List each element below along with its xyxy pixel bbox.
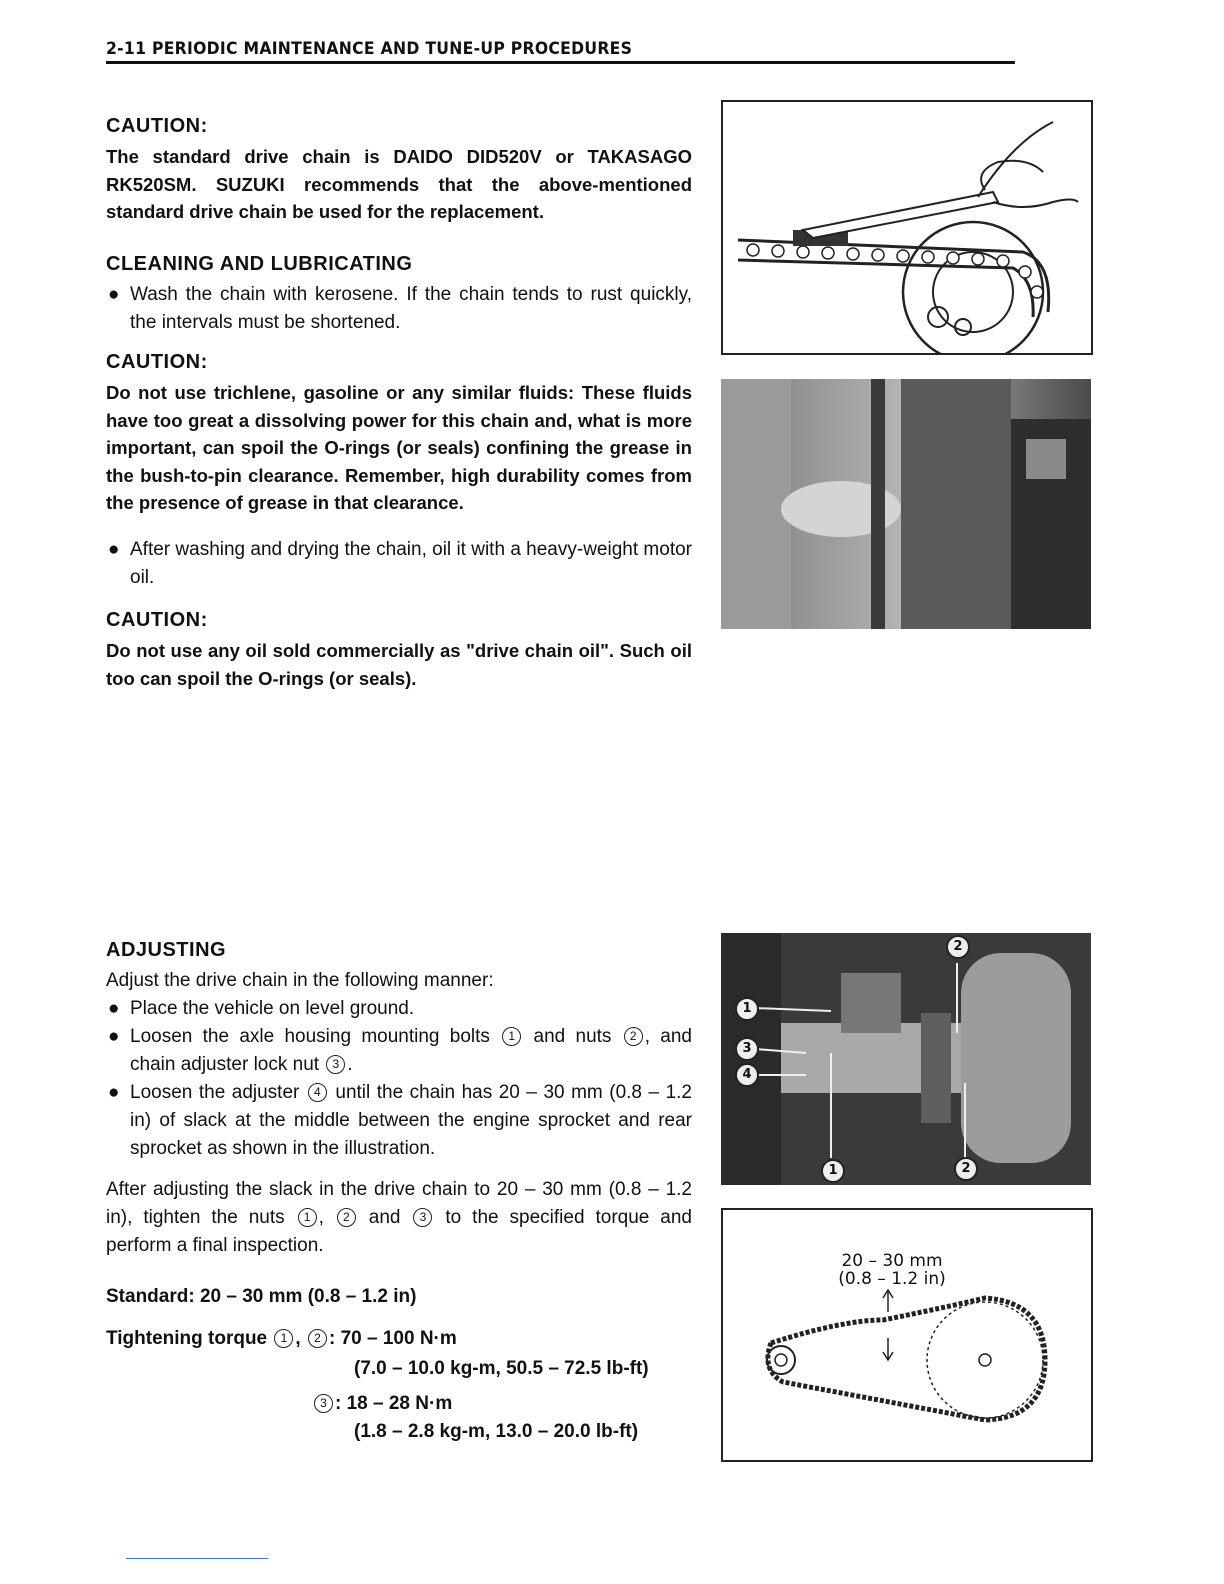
- caution-2-text: Do not use trichlene, gasoline or any similar fluids: These fluids have too great a dissolving power for this chain and, what is more important, can spoil the O-rings (or seals) confining the grease in the bush-to-pin clearance. Remember, high durability comes from the presence of grease in that clearance.: [106, 382, 692, 513]
- chain-brush-drawing: [723, 102, 1091, 353]
- caution-1: [106, 114, 692, 226]
- ref-2-badge: 2: [308, 1329, 327, 1348]
- footer-rule: [126, 1558, 268, 1559]
- adjusting-bullet-2-b: and nuts: [533, 1026, 612, 1047]
- ref-3-badge: 3: [314, 1394, 333, 1413]
- after-adjusting: [106, 1176, 692, 1260]
- slack-diagram-drawing: [723, 1210, 1091, 1460]
- callout-2-top: 2: [946, 935, 970, 959]
- caution-3: [106, 608, 692, 692]
- adjusting-bullet-1: ● Place the vehicle on level ground.: [108, 998, 415, 1019]
- caution-1-text: The standard drive chain is DAIDO DID520V or TAKASAGO RK520SM. SUZUKI recommends that the above-mentioned standard drive chain be used for the replacement.: [106, 146, 692, 222]
- caution-2-label: CAUTION:: [106, 351, 208, 373]
- torque-12-value: : 70 – 100 N·m: [328, 1328, 457, 1349]
- caution-1-label: CAUTION:: [106, 115, 208, 137]
- adjusting-bullet-2-d: .: [347, 1054, 353, 1075]
- cleaning-bullet-2-text: After washing and drying the chain, oil it with a heavy-weight motor oil.: [130, 539, 692, 588]
- torque-spec-3: [312, 1390, 452, 1418]
- slack-label-in: (0.8 – 1.2 in): [838, 1269, 946, 1289]
- caution-3-text: Do not use any oil sold commercially as "drive chain oil". Such oil too can spoil the O-rings (or seals).: [106, 640, 692, 689]
- after-adjusting-a: After adjusting the slack in the drive chain to 20 – 30 mm (0.8 – 1.2 in), tighten the nuts: [106, 1179, 692, 1228]
- ref-2-badge: 2: [337, 1208, 356, 1227]
- adjusting-bullet-2-a: Loosen the axle housing mounting bolts: [130, 1026, 490, 1047]
- ref-1-badge: 1: [502, 1027, 521, 1046]
- adjusting-bullet-2-c: , and chain adjuster lock nut: [130, 1026, 692, 1075]
- adjusting-bullet-3: ● Loosen the adjuster 4 until the chain has 20 – 30 mm (0.8 – 1.2 in) of slack at the middle between the engine sprocket and rear sprocket as shown in the illustration.: [108, 1082, 692, 1159]
- cleaning-heading: CLEANING AND LUBRICATING: [106, 253, 413, 275]
- adjusting-bullet-3-b: until the chain has 20 – 30 mm (0.8 – 1.2 in) of slack at the middle between the engine sprocket and rear sprocket as shown in the illustration.: [130, 1082, 692, 1159]
- after-adjusting-d: to the specified torque and perform a final inspection.: [106, 1207, 692, 1256]
- adjusting-intro: Adjust the drive chain in the following manner:: [106, 970, 494, 991]
- torque-3-alt: (1.8 – 2.8 kg-m, 13.0 – 20.0 lb-ft): [354, 1421, 639, 1442]
- ref-4-badge: 4: [308, 1083, 327, 1102]
- cleaning-section: [106, 252, 692, 337]
- ref-1-badge: 1: [298, 1208, 317, 1227]
- slack-label-mm: 20 – 30 mm: [841, 1251, 943, 1271]
- after-adjusting-c: and: [368, 1207, 401, 1228]
- torque-3-value: : 18 – 28 N·m: [335, 1393, 453, 1414]
- cleaning-bullet-1-text: Wash the chain with kerosene. If the chain tends to rust quickly, the intervals must be shortened.: [130, 284, 692, 333]
- adjusting-section: [106, 938, 692, 1163]
- callout-2-bottom: 2: [954, 1157, 978, 1181]
- adjusting-bullet-2: ● Loosen the axle housing mounting bolts 1 and nuts 2 , and chain adjuster lock nut 3 .: [108, 1026, 692, 1075]
- after-adjusting-b: ,: [318, 1207, 324, 1228]
- torque-12-alt: (7.0 – 10.0 kg-m, 50.5 – 72.5 lb-ft): [354, 1358, 649, 1379]
- adjusting-bullet-1-text: Place the vehicle on level ground.: [130, 998, 415, 1019]
- chain-slack-diagram: [721, 1208, 1093, 1462]
- page-header: 2-11 PERIODIC MAINTENANCE AND TUNE-UP PROCEDURES: [106, 38, 1015, 64]
- adjusting-bullet-3-a: Loosen the adjuster: [130, 1082, 300, 1103]
- cleaning-bullet-2: ● After washing and drying the chain, oil it with a heavy-weight motor oil.: [108, 539, 692, 588]
- chain-oiling-photo: [721, 379, 1091, 629]
- chain-brush-illustration: [721, 100, 1093, 355]
- adjuster-photo-art: [721, 933, 1091, 1185]
- adjusting-heading: ADJUSTING: [106, 939, 227, 961]
- ref-1-badge: 1: [274, 1329, 293, 1348]
- ref-3-badge: 3: [326, 1055, 345, 1074]
- callout-3-left: 3: [735, 1037, 759, 1061]
- torque-spec-12: [106, 1325, 692, 1353]
- caution-3-label: CAUTION:: [106, 609, 208, 631]
- callout-4-left: 4: [735, 1063, 759, 1087]
- adjuster-photo: [721, 933, 1091, 1185]
- ref-2-badge: 2: [624, 1027, 643, 1046]
- cleaning-bullet-1: ● Wash the chain with kerosene. If the chain tends to rust quickly, the intervals must be shortened.: [108, 284, 692, 333]
- callout-1-left: 1: [735, 997, 759, 1021]
- torque-sep: ,: [295, 1328, 301, 1349]
- callout-1-bottom: 1: [821, 1159, 845, 1183]
- standard-spec: Standard: 20 – 30 mm (0.8 – 1.2 in): [106, 1286, 417, 1307]
- torque-label: Tightening torque: [106, 1328, 268, 1349]
- chain-oiling-photo-art: [721, 379, 1091, 629]
- caution-2: [106, 350, 692, 517]
- after-adjusting-text: [106, 1176, 692, 1260]
- ref-3-badge: 3: [413, 1208, 432, 1227]
